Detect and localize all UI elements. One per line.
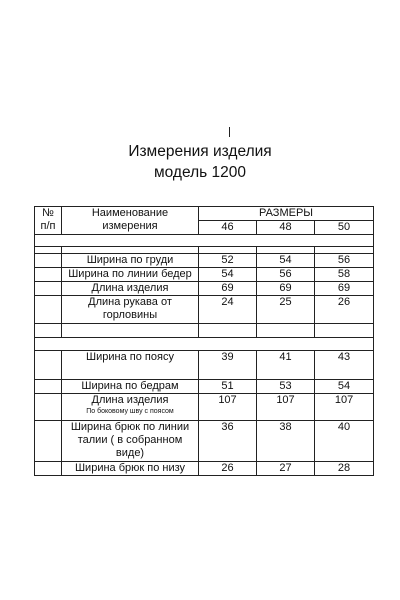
value-cell: 107 [199,394,257,421]
table-row [35,462,374,476]
empty-cell [35,247,62,254]
table-row [35,421,374,462]
value-cell: 40 [315,421,374,462]
value-cell: 53 [257,380,315,394]
value-cell: 36 [199,421,257,462]
empty-row [35,247,374,254]
row-number [35,282,62,296]
row-number [35,421,62,462]
value-cell: 56 [257,268,315,282]
value-cell: 25 [257,296,315,324]
text-cursor [229,127,230,137]
table-row [35,351,374,380]
row-name [62,394,199,421]
row-name: Ширина брюк по низу [62,462,199,476]
value-cell: 28 [315,462,374,476]
row-number [35,296,62,324]
empty-cell [62,247,199,254]
empty-cell [199,324,257,338]
value-cell: 54 [199,268,257,282]
name-header [62,207,199,235]
size-48: 48 [257,221,315,235]
table-row [35,254,374,268]
value-cell: 41 [257,351,315,380]
page-subtitle: модель 1200 [154,164,246,181]
table-row [35,268,374,282]
table-row [35,282,374,296]
value-cell: 69 [199,282,257,296]
value-cell: 107 [257,394,315,421]
row-name: Ширина по линии бедер [62,268,199,282]
row-number [35,394,62,421]
table-header-row [35,207,374,221]
row-number [35,254,62,268]
size-46: 46 [199,221,257,235]
empty-cell [257,247,315,254]
value-cell: 39 [199,351,257,380]
number-header [35,207,62,235]
row-number [35,351,62,380]
row-name: Ширина по бедрам [62,380,199,394]
empty-cell [62,324,199,338]
row-number [35,462,62,476]
value-cell: 51 [199,380,257,394]
row-number [35,268,62,282]
value-cell: 54 [315,380,374,394]
number-header-line1: № [42,207,54,219]
name-header-line1: Наименование [91,207,169,219]
value-cell: 27 [257,462,315,476]
table-row [35,394,374,421]
table-row [35,296,374,324]
value-cell: 24 [199,296,257,324]
empty-cell [35,324,62,338]
row-name: Ширина брюк по линии талии ( в собранном виде) [62,421,199,462]
empty-cell [199,247,257,254]
row-number [35,380,62,394]
row-name: Ширина по груди [62,254,199,268]
empty-row [35,338,374,351]
value-cell: 69 [257,282,315,296]
name-header-line2: измерения [102,220,158,232]
empty-row [35,235,374,247]
table-row [35,380,374,394]
value-cell: 107 [315,394,374,421]
value-cell: 56 [315,254,374,268]
value-cell: 58 [315,268,374,282]
value-cell: 38 [257,421,315,462]
row-name-main: Длина изделия [91,394,169,406]
row-name: Ширина по поясу [62,351,199,380]
row-name: Длина рукава от горловины [62,296,199,324]
empty-cell [315,324,374,338]
page-title: Измерения изделия [128,143,272,160]
value-cell: 54 [257,254,315,268]
measurements-table [34,206,374,476]
empty-cell [35,338,374,351]
value-cell: 52 [199,254,257,268]
empty-row [35,324,374,338]
sizes-header: РАЗМЕРЫ [199,207,374,221]
row-name: Длина изделия [62,282,199,296]
empty-cell [35,235,374,247]
value-cell: 43 [315,351,374,380]
number-header-line2: п/п [40,220,56,232]
value-cell: 69 [315,282,374,296]
empty-cell [315,247,374,254]
value-cell: 26 [315,296,374,324]
value-cell: 26 [199,462,257,476]
empty-cell [257,324,315,338]
row-name-note: По боковому шву с поясом [86,408,174,415]
size-50: 50 [315,221,374,235]
